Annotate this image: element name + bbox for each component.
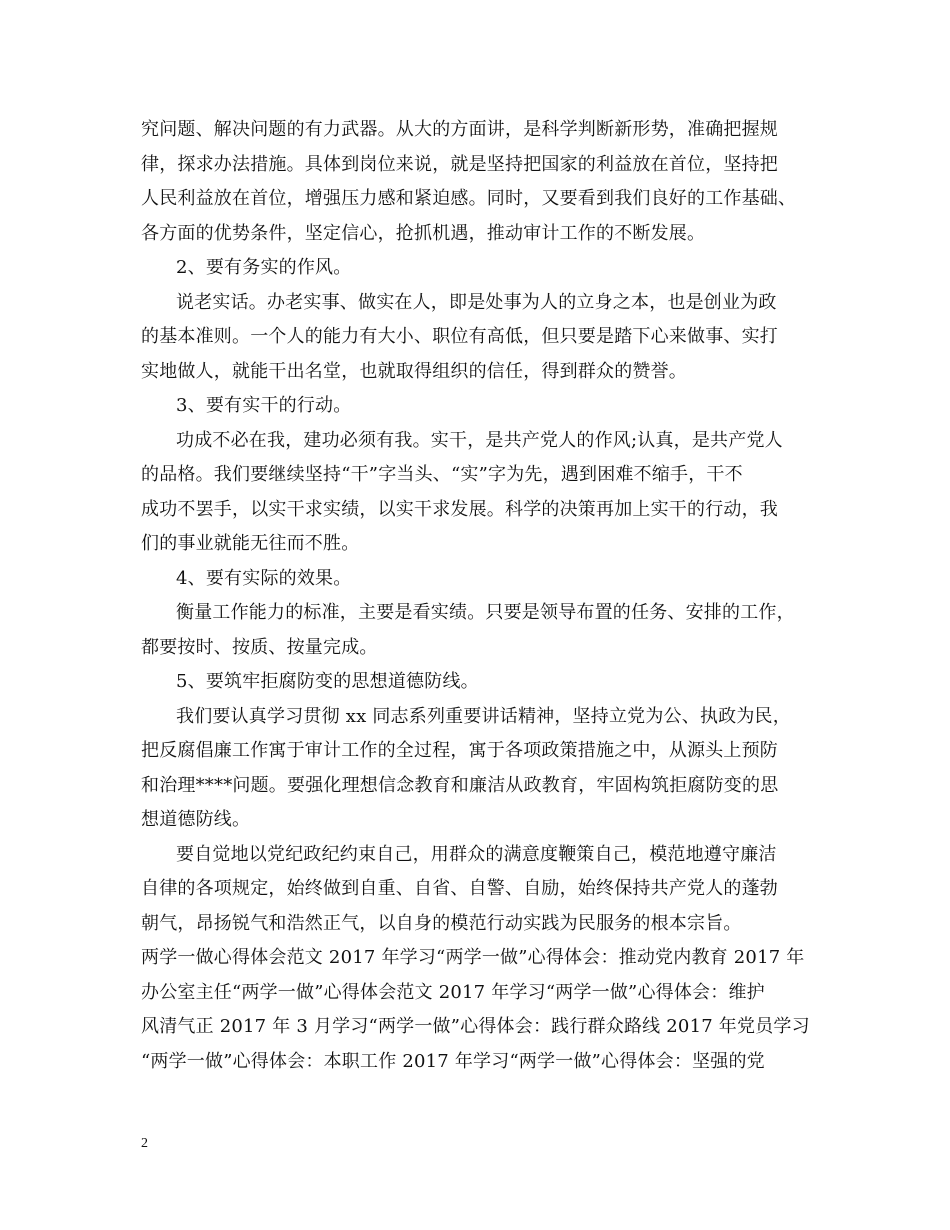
text-line: 我们要认真学习贯彻 xx 同志系列重要讲话精神，坚持立党为公、执政为民， [176, 705, 791, 727]
body-text [141, 113, 831, 1079]
page-number: 2 [141, 1136, 148, 1151]
text-line: 究问题、解决问题的有力武器。从大的方面讲，是科学判断新形势，准确把握规 [141, 119, 778, 140]
text-line: 3、要有实干的行动。 [176, 395, 352, 416]
text-line: 们的事业就能无往而不胜。 [141, 533, 360, 554]
text-line: 两学一做心得体会范文 2017 年学习“两学一做”心得体会：推动党内教育 2017 年 [141, 947, 805, 968]
text-line: 的基本准则。一个人的能力有大小、职位有高低，但只要是踏下心来做事、实打 [141, 326, 778, 347]
text-line: 和治理****问题。要强化理想信念教育和廉洁从政教育，牢固构筑拒腐防变的思 [141, 774, 779, 796]
text-line: 5、要筑牢拒腐防变的思想道德防线。 [176, 671, 479, 692]
text-line: 2、要有务实的作风。 [176, 257, 352, 278]
text-line: 要自觉地以党纪政纪约束自己，用群众的满意度鞭策自己，模范地遵守廉洁 [176, 843, 777, 865]
text-line: 朝气，昂扬锐气和浩然正气，以自身的模范行动实践为民服务的根本宗旨。 [141, 912, 742, 934]
text-line: 人民利益放在首位，增强压力感和紧迫感。同时，又要看到我们良好的工作基础、 [141, 188, 797, 209]
text-line: 衡量工作能力的标准，主要是看实绩。只要是领导布置的任务、安排的工作， [176, 602, 795, 623]
text-line: 说老实话。办老实事、做实在人，即是处事为人的立身之本，也是创业为政 [176, 291, 777, 313]
text-line: “两学一做”心得体会：本职工作 2017 年学习“两学一做”心得体会：坚强的党 [141, 1050, 765, 1072]
text-line: 成功不罢手，以实干求实绩，以实干求发展。科学的决策再加上实干的行动，我 [141, 498, 778, 520]
text-line: 律，探求办法措施。具体到岗位来说，就是坚持把国家的利益放在首位，坚持把 [141, 153, 778, 175]
text-line: 各方面的优势条件，坚定信心，抢抓机遇，推动审计工作的不断发展。 [141, 222, 706, 244]
text-line: 的品格。我们要继续坚持“干”字当头、“实”字为先，遇到困难不缩手，干不 [141, 464, 743, 485]
text-line: 实地做人，就能干出名堂，也就取得组织的信任，得到群众的赞誉。 [141, 360, 687, 382]
text-line: 把反腐倡廉工作寓于审计工作的全过程，寓于各项政策措施之中，从源头上预防 [141, 740, 778, 761]
text-line: 风清气正 2017 年 3 月学习“两学一做”心得体会：践行群众路线 2017 年党员学习 [141, 1016, 810, 1037]
text-line: 想道德防线。 [141, 809, 251, 830]
text-line: 办公室主任“两学一做”心得体会范文 2017 年学习“两学一做”心得体会：维护 [141, 981, 765, 1003]
text-line: 都要按时、按质、按量完成。 [141, 636, 378, 658]
text-line: 功成不必在我，建功必须有我。实干，是共产党人的作风;认真，是共产党人 [176, 429, 783, 451]
text-line: 自律的各项规定，始终做到自重、自省、自警、自励，始终保持共产党人的蓬勃 [141, 878, 778, 899]
text-line: 4、要有实际的效果。 [176, 567, 352, 589]
